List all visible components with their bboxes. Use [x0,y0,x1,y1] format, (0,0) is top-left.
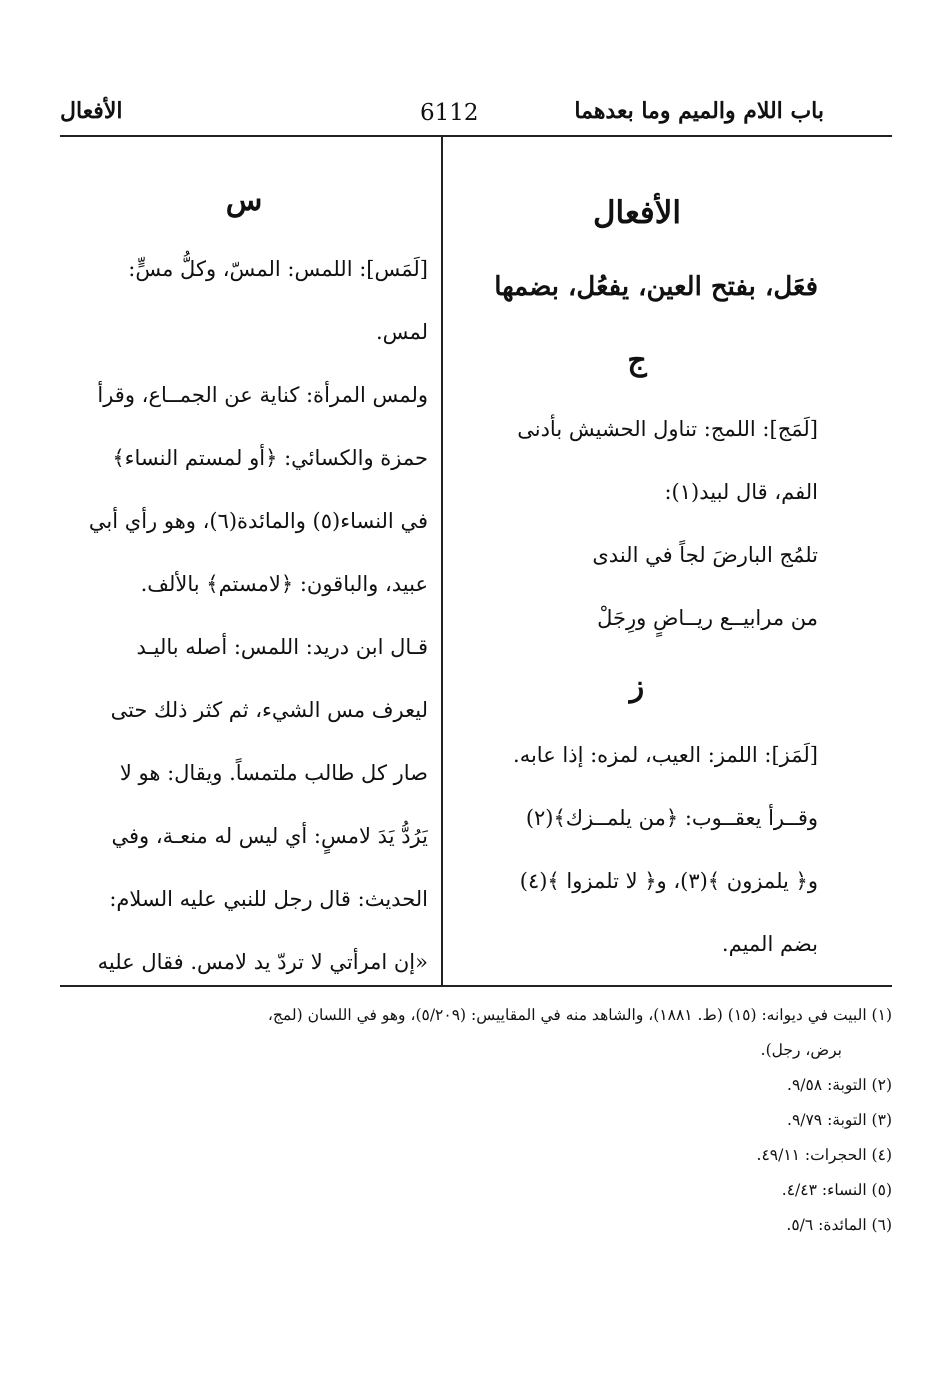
entry-line: ليعرف مس الشيء، ثم كثر ذلك حتى [110,698,428,722]
right-column [456,176,818,976]
entry-line: في النساء(٥) والمائدة(٦)، وهو رأي أبي [88,509,428,533]
section-subheading: فعَل، بفتح العين، يفعُل، بضمها [494,272,818,302]
entry-line: يَرُدُّ يَدَ لامسٍ: أي ليس له منعـة، وفي [111,824,428,848]
column-divider [441,137,443,985]
footnote: (٣) التوبة: ٩/٧٩. [787,1111,892,1129]
footnote: (٢) التوبة: ٩/٥٨. [787,1076,892,1094]
entry-line: الفم، قال لبيد(١): [664,480,818,504]
footnotes [60,998,892,1243]
footnote: (١) البيت في ديوانه: (١٥) (ط. ١٨٨١)، والشاهد منه في المقاييس: (٥/٢٠٩)، وهو في اللسان (لمج، [267,1006,892,1024]
left-column [60,176,428,994]
letter-heading-sin: س [225,183,263,218]
header-rule [60,135,892,137]
entry-line: حمزة والكسائي: ﴿أو لمستم النساء﴾ [112,446,428,470]
entry-line: الحديث: قال رجل للنبي عليه السلام: [109,887,428,911]
entry-line: [لَمَج]: اللمج: تناول الحشيش بأدنى [517,417,818,441]
running-header-chapter: باب اللام والميم وما بعدهما [574,98,824,124]
footnote: (٤) الحجرات: ٤٩/١١. [756,1146,892,1164]
entry-line: لمس. [376,320,428,344]
entry-line: «إن امرأتي لا تردّ يد لامس. فقال عليه [97,950,428,974]
footnote-continuation: برض، رجل). [760,1041,842,1059]
entry-line: عبيد، والباقون: ﴿لامستم﴾ بالألف. [140,572,428,596]
verse-line: تلمُج البارضَ لجاً في الندى [592,543,818,567]
letter-heading-jim: ج [627,343,647,378]
entry-line: و﴿ يلمزون ﴾(٣)، و﴿ لا تلمزوا ﴾(٤) [519,869,818,893]
footnote: (٥) النساء: ٤/٤٣. [781,1181,892,1199]
entry-line: قـال ابن دريد: اللمس: أصله باليـد [136,635,428,659]
entry-line: بضم الميم. [721,932,818,956]
entry-line: [لَمَس]: اللمس: المسّ، وكلُّ مسٍّ: [128,257,428,281]
entry-line: وقــرأ يعقــوب: ﴿من يلمــزك﴾(٢) [525,806,818,830]
entry-line: [لَمَز]: اللمز: العيب، لمزه: إذا عابه. [513,743,818,767]
section-heading: الأفعال [592,195,682,231]
entry-line: صار كل طالب ملتمساً. ويقال: هو لا [119,761,428,785]
entry-line: ولمس المرأة: كناية عن الجمــاع، وقرأ [97,383,428,407]
verse-line: من مرابيــع ريــاضٍ ورِجَلْ [597,606,818,630]
letter-heading-zay: ز [629,669,645,704]
page-number: 6112 [420,100,479,126]
running-header-section: الأفعال [60,98,123,124]
footnote: (٦) المائدة: ٥/٦. [786,1216,892,1234]
